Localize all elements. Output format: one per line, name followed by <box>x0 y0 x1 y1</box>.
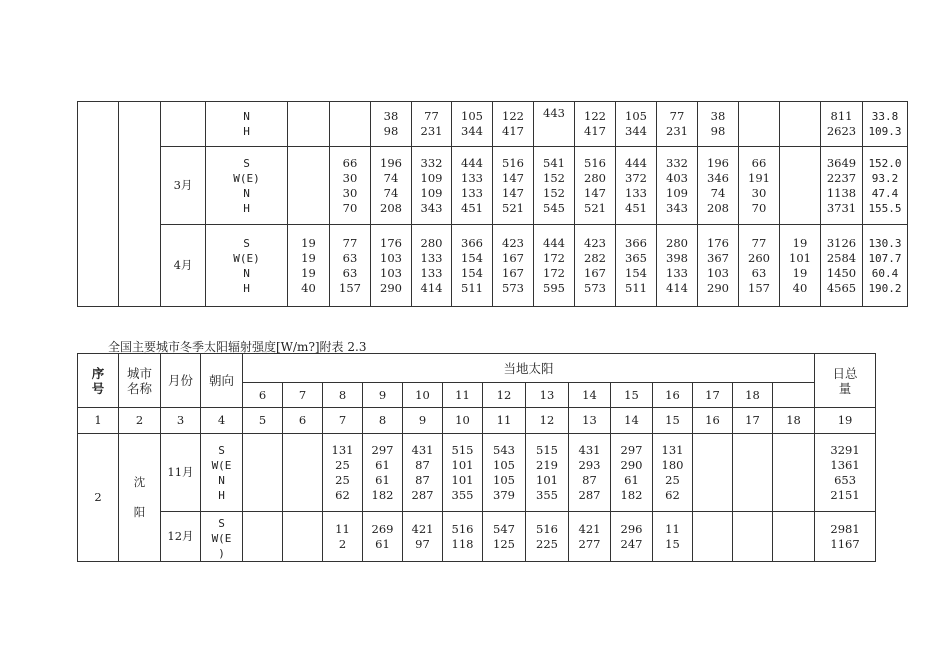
radiation-table-winter <box>77 353 876 562</box>
hour-cell: 444 133 133 451 <box>452 147 493 225</box>
hour-cell: 444 372 133 451 <box>616 147 657 225</box>
header-hour: 17 <box>693 383 733 408</box>
seq-cell: 2 <box>78 434 119 562</box>
daily-total-cell: 2981 1167 <box>815 512 876 562</box>
orientation-cell: S W(E) N H <box>206 225 288 307</box>
column-number: 15 <box>653 408 693 434</box>
column-number: 10 <box>443 408 483 434</box>
header-hour-blank <box>773 383 815 408</box>
hour-cell: 38 98 <box>698 102 739 147</box>
column-number: 4 <box>201 408 243 434</box>
table-row <box>78 434 876 512</box>
month-cell: 3月 <box>161 147 206 225</box>
hour-cell: 516 118 <box>443 512 483 562</box>
average-cell: 152.0 93.2 47.4 155.5 <box>863 147 908 225</box>
column-number: 12 <box>526 408 569 434</box>
hour-cell: 196 346 74 208 <box>698 147 739 225</box>
hour-cell: 66 191 30 70 <box>739 147 780 225</box>
daily-total-cell: 811 2623 <box>821 102 863 147</box>
hour-cell <box>733 434 773 512</box>
hour-cell: 421 97 <box>403 512 443 562</box>
hour-cell: 366 365 154 511 <box>616 225 657 307</box>
hour-cell: 547 125 <box>483 512 526 562</box>
hour-cell <box>693 512 733 562</box>
column-number: 1 <box>78 408 119 434</box>
hour-cell <box>780 147 821 225</box>
hour-cell: 176 103 103 290 <box>371 225 412 307</box>
header-hour: 13 <box>526 383 569 408</box>
month-cell: 12月 <box>161 512 201 562</box>
hour-cell <box>780 102 821 147</box>
hour-cell: 77 63 63 157 <box>330 225 371 307</box>
column-number: 19 <box>815 408 876 434</box>
month-cell: 4月 <box>161 225 206 307</box>
city-cell: 沈 阳 <box>119 434 161 562</box>
header-hour: 9 <box>363 383 403 408</box>
hour-cell <box>733 512 773 562</box>
column-number: 5 <box>243 408 283 434</box>
daily-total-cell: 3291 1361 653 2151 <box>815 434 876 512</box>
city-cell <box>119 102 161 307</box>
hour-cell <box>283 434 323 512</box>
header-hour: 11 <box>443 383 483 408</box>
hour-cell: 431 293 87 287 <box>569 434 611 512</box>
hour-cell: 296 247 <box>611 512 653 562</box>
hour-cell: 515 219 101 355 <box>526 434 569 512</box>
column-number: 2 <box>119 408 161 434</box>
column-number: 8 <box>363 408 403 434</box>
hour-cell: 11 2 <box>323 512 363 562</box>
header-city: 城市 名称 <box>119 354 161 408</box>
hour-cell: 444 172 172 595 <box>534 225 575 307</box>
hour-cell <box>243 434 283 512</box>
month-cell: 11月 <box>161 434 201 512</box>
hour-cell: 541 152 152 545 <box>534 147 575 225</box>
hour-cell: 516 225 <box>526 512 569 562</box>
seq-cell <box>78 102 119 307</box>
table-row <box>78 512 876 562</box>
hour-cell: 423 167 167 573 <box>493 225 534 307</box>
hour-cell <box>243 512 283 562</box>
month-cell <box>161 102 206 147</box>
hour-cell: 297 61 61 182 <box>363 434 403 512</box>
header-solar-time: 当地太阳 <box>243 354 815 383</box>
hour-cell: 297 290 61 182 <box>611 434 653 512</box>
header-orientation: 朝向 <box>201 354 243 408</box>
hour-cell <box>330 102 371 147</box>
hour-cell: 423 282 167 573 <box>575 225 616 307</box>
header-hour: 14 <box>569 383 611 408</box>
column-number: 16 <box>693 408 733 434</box>
hour-cell <box>288 147 330 225</box>
hour-cell: 421 277 <box>569 512 611 562</box>
column-number: 11 <box>483 408 526 434</box>
average-cell: 33.8 109.3 <box>863 102 908 147</box>
orientation-cell: N H <box>206 102 288 147</box>
radiation-table-continued <box>77 101 908 307</box>
daily-total-cell: 3649 2237 1138 3731 <box>821 147 863 225</box>
hour-cell <box>773 512 815 562</box>
column-number: 6 <box>283 408 323 434</box>
hour-cell <box>288 102 330 147</box>
hour-cell: 131 180 25 62 <box>653 434 693 512</box>
hour-cell <box>693 434 733 512</box>
hour-cell: 105 344 <box>616 102 657 147</box>
hour-cell: 38 98 <box>371 102 412 147</box>
hour-cell: 280 133 133 414 <box>412 225 452 307</box>
column-number: 18 <box>773 408 815 434</box>
hour-cell <box>283 512 323 562</box>
hour-cell: 280 398 133 414 <box>657 225 698 307</box>
hour-cell: 77 231 <box>657 102 698 147</box>
header-row <box>78 354 876 383</box>
hour-cell: 443 <box>534 102 575 147</box>
hour-cell: 269 61 <box>363 512 403 562</box>
orientation-cell: S W(E N H <box>201 434 243 512</box>
daily-total-cell: 3126 2584 1450 4565 <box>821 225 863 307</box>
column-number: 3 <box>161 408 201 434</box>
hour-cell: 332 403 109 343 <box>657 147 698 225</box>
hour-cell <box>739 102 780 147</box>
hour-cell: 431 87 87 287 <box>403 434 443 512</box>
hour-cell: 516 280 147 521 <box>575 147 616 225</box>
hour-cell: 196 74 74 208 <box>371 147 412 225</box>
column-number: 7 <box>323 408 363 434</box>
column-number: 13 <box>569 408 611 434</box>
header-hour: 12 <box>483 383 526 408</box>
hour-cell: 131 25 25 62 <box>323 434 363 512</box>
hour-cell: 77 231 <box>412 102 452 147</box>
header-hour: 7 <box>283 383 323 408</box>
hour-cell: 332 109 109 343 <box>412 147 452 225</box>
hour-cell: 19 19 19 40 <box>288 225 330 307</box>
orientation-cell: S W(E ) <box>201 512 243 562</box>
header-hour: 6 <box>243 383 283 408</box>
hour-cell: 366 154 154 511 <box>452 225 493 307</box>
column-number: 9 <box>403 408 443 434</box>
column-number: 14 <box>611 408 653 434</box>
header-daily-total: 日总 量 <box>815 354 876 408</box>
hour-cell: 515 101 101 355 <box>443 434 483 512</box>
hour-cell: 66 30 30 70 <box>330 147 371 225</box>
average-cell: 130.3 107.7 60.4 190.2 <box>863 225 908 307</box>
hour-cell: 543 105 105 379 <box>483 434 526 512</box>
header-hour: 16 <box>653 383 693 408</box>
column-number-row <box>78 408 876 434</box>
table-caption: 全国主要城市冬季太阳辐射强度[W/m?]附表 2.3 <box>108 340 367 354</box>
header-hour: 10 <box>403 383 443 408</box>
hour-cell: 122 417 <box>493 102 534 147</box>
table-row <box>78 225 908 307</box>
hour-cell: 77 260 63 157 <box>739 225 780 307</box>
table-row <box>78 147 908 225</box>
hour-cell: 516 147 147 521 <box>493 147 534 225</box>
header-month: 月份 <box>161 354 201 408</box>
hour-cell <box>773 434 815 512</box>
orientation-cell: S W(E) N H <box>206 147 288 225</box>
hour-cell: 176 367 103 290 <box>698 225 739 307</box>
hour-cell: 19 101 19 40 <box>780 225 821 307</box>
hour-cell: 122 417 <box>575 102 616 147</box>
header-hour: 8 <box>323 383 363 408</box>
hour-cell: 11 15 <box>653 512 693 562</box>
header-seq: 序 号 <box>78 354 119 408</box>
header-hour: 18 <box>733 383 773 408</box>
header-hour: 15 <box>611 383 653 408</box>
column-number: 17 <box>733 408 773 434</box>
hour-cell: 105 344 <box>452 102 493 147</box>
table-row <box>78 102 908 147</box>
